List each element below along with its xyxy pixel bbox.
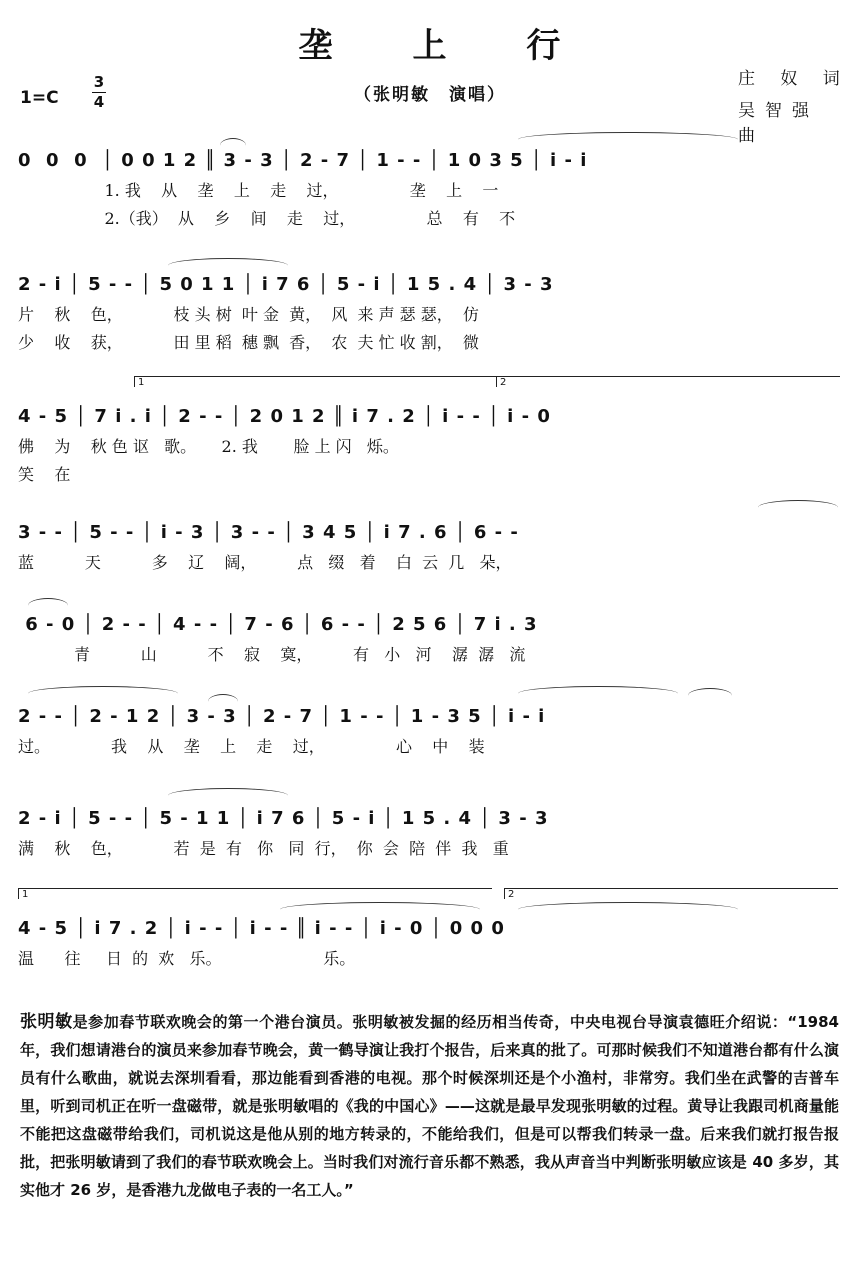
notation-line: 4 - 5 │ 7 i . i │ 2 - - │ 2 0 1 2 ║ i 7 . 2 │ i - - │ i - 0 [18,406,551,427]
meter-bottom: 4 [93,93,105,111]
volta-1: 1 [134,376,498,387]
notation-line: 2 - i │ 5 - - │ 5 0 1 1 │ i 7 6 │ 5 - i │ 1 5 . 4 │ 3 - 3 [18,274,554,295]
lyric-line-verse-2: 2.（我） 从 乡 间 走 过， 总 有 不 [18,209,516,228]
staff-row-6 [18,704,838,758]
lyric-line: 过。 我 从 垄 上 走 过， 心 中 装 [18,737,485,756]
article-text: 是参加春节联欢晚会的第一个港台演员。张明敏被发掘的经历相当传奇，中央电视台导演袁德旺介绍说：“1984 年，我们想请港台的演员来参加春节晚会，黄一鹤导演让我打个报告，后来真的批了。可那时候我们不知道港台都有什么演员有什么歌曲，就说去深圳看看，那边能看到香港的电视。那个时候深圳还是个小渔村，非常穷。我们坐在武警的吉普车里，听到司机正在听一盘磁带，就是张明敏唱的《我的中国心》——这就是最早发现张明敏的过程。黄导让我跟司机商量能不能把这盘磁带给我们，司机说这是他从别的地方转录的，不能给我们，但是可以帮我们转录一盘。后来我们就打报告报批，把张明敏请到了我们的春节联欢晚会上。当时我们对流行音乐都不熟悉，我从声音当中判断张明敏应该是 40 多岁，其实他才 26 岁，是香港九龙做电子表的一名工人。” [20,1013,839,1199]
staff-row-5 [18,612,838,666]
staff-row-1 [18,148,838,230]
lyric-line-verse-2: 笑 在 [18,465,71,484]
notation-line: 3 - - │ 5 - - │ i - 3 │ 3 - - │ 3 4 5 │ i 7 . 6 │ 6 - - [18,522,519,543]
lyric-line-verse-1: 1. 我 从 垄 上 走 过， 垄 上 一 [18,181,499,200]
lyricist-credit: 庄 奴 词 [738,69,850,89]
composer-credit: 吴智强 曲 [738,101,819,146]
notation-line: 2 - - │ 2 - 1 2 │ 3 - 3 │ 2 - 7 │ 1 - - │ 1 - 3 5 │ i - i [18,706,546,727]
staff-row-3 [18,377,838,486]
lyric-line-verse-2: 少 收 获， 田 里 稻 穗 飘 香， 农 夫 忙 收 割， 微 [18,333,479,352]
lyric-line: 蓝 天 多 辽 阔， 点 缀 着 白 云 几 朵， [18,553,512,572]
notation-line: 4 - 5 │ i 7 . 2 │ i - - │ i - - ║ i - - │ i - 0 │ 0 0 0 [18,918,505,939]
volta-2: 2 [496,376,840,387]
notation-line: 2 - i │ 5 - - │ 5 - 1 1 │ i 7 6 │ 5 - i │ 1 5 . 4 │ 3 - 3 [18,808,549,829]
article-name: 张明敏 [20,1012,73,1032]
lyric-line: 温 往 日 的 欢 乐。 乐。 [18,949,356,968]
song-title: 垄 上 行 [298,26,595,66]
staff-row-2 [18,272,838,354]
notation-line: 6 - 0 │ 2 - - │ 4 - - │ 7 - 6 │ 6 - - │ 2 5 6 │ 7 i . 3 [18,614,538,635]
volta-1-final: 1 [18,888,492,899]
time-signature [92,74,106,111]
meter-top: 3 [93,73,105,91]
lyric-line: 青 山 不 寂 寞， 有 小 河 潺 潺 流 [18,645,526,664]
lyric-line-verse-1: 片 秋 色， 枝 头 树 叶 金 黄， 风 来 声 瑟 瑟， 仿 [18,305,479,324]
volta-2-final: 2 [504,888,838,899]
lyric-line: 满 秋 色， 若 是 有 你 同 行， 你 会 陪 伴 我 重 [18,839,509,858]
staff-row-8 [18,889,838,970]
lyric-line-verse-1: 佛 为 秋 色 讴 歌。 2. 我 脸 上 闪 烁。 [18,437,399,456]
key-signature: 1=C [20,88,59,108]
staff-row-7 [18,806,838,860]
notation-line: 0 0 0 │ 0 0 1 2 ║ 3 - 3 │ 2 - 7 │ 1 - - │ 1 0 3 5 │ i - i [18,150,588,171]
staff-row-4 [18,520,838,574]
singer-credit: （张明敏 演唱） [354,85,506,105]
article-paragraph [0,1008,859,1258]
